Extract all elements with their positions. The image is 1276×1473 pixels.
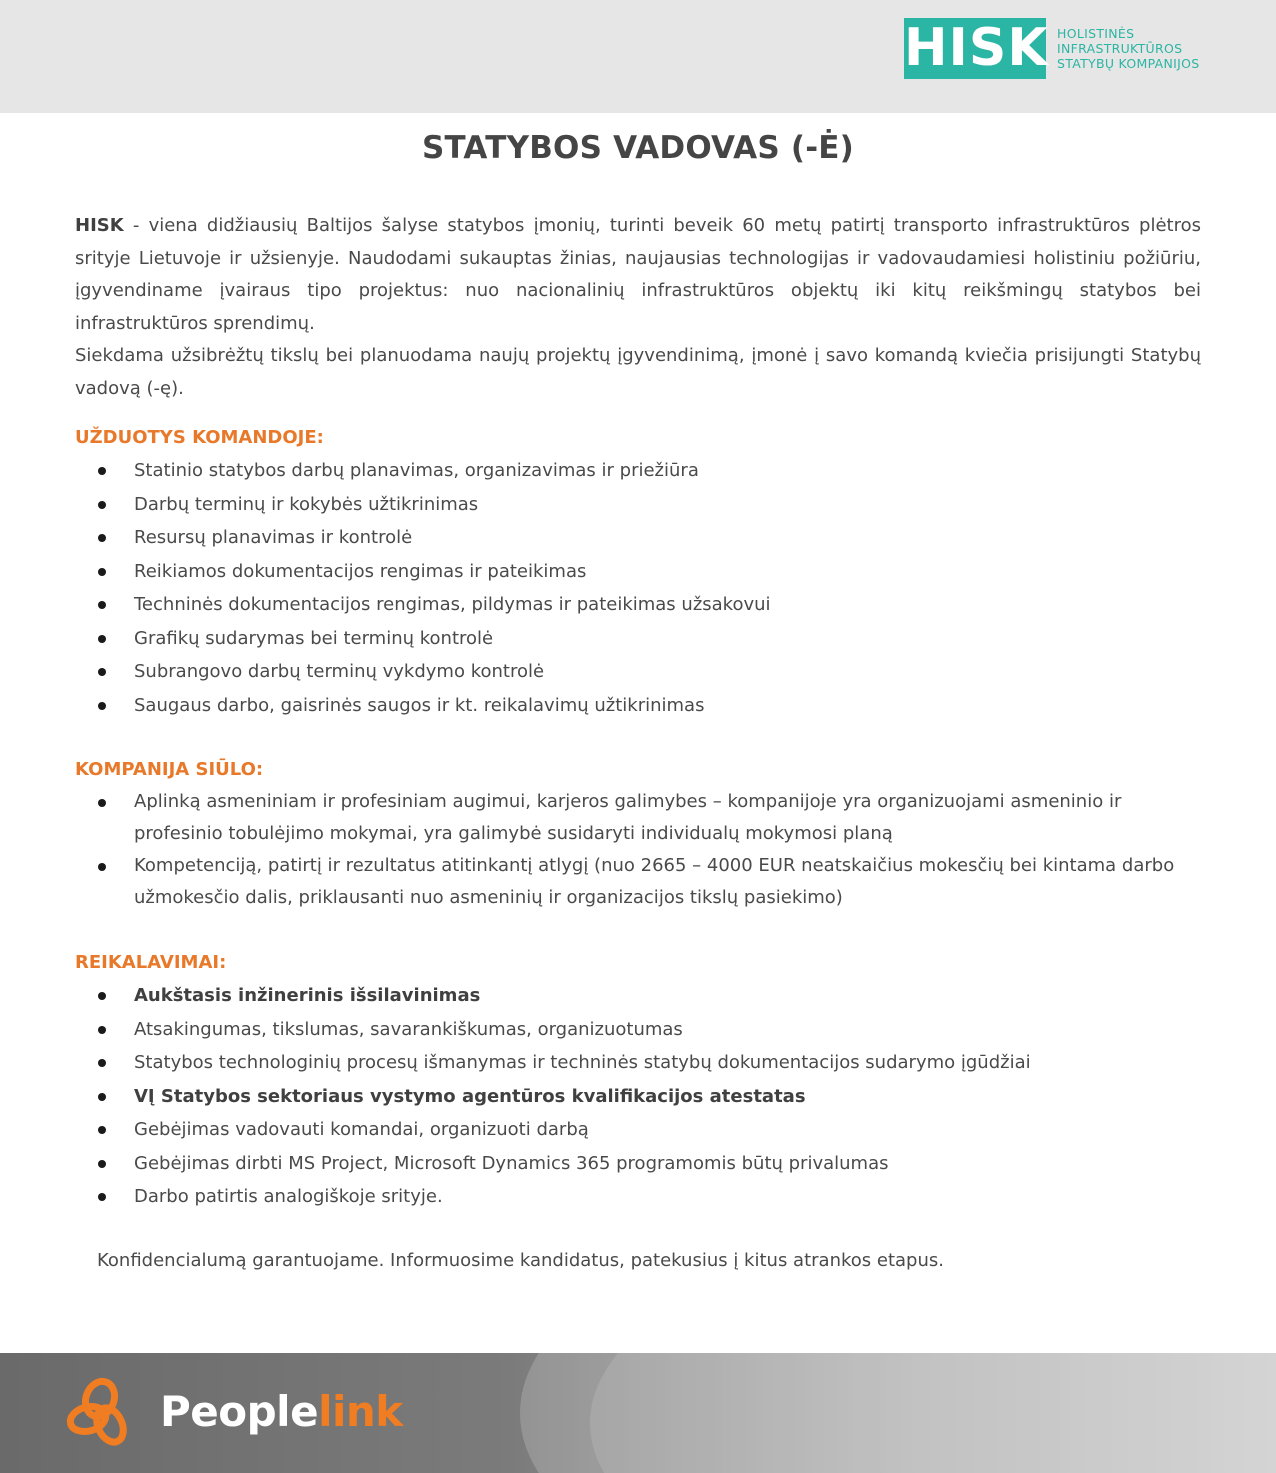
bullet-icon [98,702,106,710]
bullet-icon [98,1160,106,1168]
list-item: VĮ Statybos sektoriaus vystymo agentūros kvalifikacijos atestatas [75,1080,1201,1114]
list-item: Saugaus darbo, gaisrinės saugos ir kt. reikalavimų užtikrinimas [75,689,1201,723]
list-item: Darbų terminų ir kokybės užtikrinimas [75,488,1201,522]
section-title-tasks: UŽDUOTYS KOMANDOJE: [75,427,324,448]
intro-company: HISK [75,215,124,236]
bullet-icon [98,1193,106,1201]
bullet-icon [98,501,106,509]
list-item: Resursų planavimas ir kontrolė [75,521,1201,555]
bullet-icon [98,1126,106,1134]
bullet-icon [98,1059,106,1067]
bullet-icon [98,568,106,576]
list-item: Atsakingumas, tikslumas, savarankiškumas, organizuotumas [75,1013,1201,1047]
list-item: Aukštasis inžinerinis išsilavinimas [75,979,1201,1013]
bullet-icon [98,992,106,1000]
footer [0,1353,1276,1473]
list-item: Darbo patirtis analogiškoje srityje. [75,1180,1201,1214]
closing-note: Konfidencialumą garantuojame. Informuosime kandidatus, patekusius į kitus atrankos etapus. [97,1249,944,1271]
bullet-icon [98,534,106,542]
hisk-tagline-line: HOLISTINĖS [1057,26,1135,41]
hisk-logo [904,18,1199,79]
intro-paragraph [75,210,1201,340]
list-item: Reikiamos dokumentacijos rengimas ir pateikimas [75,555,1201,589]
bullet-icon [98,1026,106,1034]
peoplelink-logo-text: Peoplelink [160,1387,403,1436]
header [0,0,1276,113]
list-item: Gebėjimas dirbti MS Project, Microsoft Dynamics 365 programomis būtų privalumas [75,1147,1201,1181]
hisk-logo-mark: HISK [904,18,1049,78]
page-title: STATYBOS VADOVAS (-Ė) [421,130,855,166]
requirements-list [75,979,1201,1214]
list-item: Kompetenciją, patirtį ir rezultatus atitinkantį atlygį (nuo 2665 – 4000 EUR neatskaičius mokesčių bei kintama darbo užmokesčio dalis, priklausanti nuo asmeninių ir organizacijos tikslų pasiekimo) [75,850,1201,914]
intro-text: - viena didžiausių Baltijos šalyse statybos įmonių, turinti beveik 60 metų patirtį transporto infrastruktūros plėtros srityje Lietuvoje ir užsienyje. Naudodami sukauptas žinias, naujausias technologijas ir vadovaudamiesi holistiniu požiūriu, įgyvendiname įvairaus tipo projektus: nuo nacionalinių infrastruktūros objektų iki kitų reikšmingų statybos bei infrastruktūros sprendimų. [75,215,1201,334]
section-title-offer: KOMPANIJA SIŪLO: [75,759,264,780]
bullet-icon [98,799,106,807]
bullet-icon [98,467,106,475]
bullet-icon [98,863,106,871]
invitation-paragraph: Siekdama užsibrėžtų tikslų bei planuodama naujų projektų įgyvendinimą, įmonė į savo komandą kviečia prisijungti Statybų vadovą (-ę). [75,345,1201,399]
bullet-icon [98,635,106,643]
list-item: Statybos technologinių procesų išmanymas ir techninės statybų dokumentacijos sudarymo įgūdžiai [75,1046,1201,1080]
list-item: Aplinką asmeniniam ir profesiniam augimui, karjeros galimybes – kompanijoje yra organizuojami asmeninio ir profesinio tobulėjimo mokymai, yra galimybė susidaryti individualų mokymosi planą [75,786,1201,850]
list-item: Gebėjimas vadovauti komandai, organizuoti darbą [75,1113,1201,1147]
section-title-requirements: REIKALAVIMAI: [75,952,227,973]
hisk-tagline-line: STATYBŲ KOMPANIJOS [1057,56,1200,71]
hisk-tagline [1057,26,1199,71]
list-item: Grafikų sudarymas bei terminų kontrolė [75,622,1201,656]
bullet-icon [98,601,106,609]
bullet-icon [98,668,106,676]
list-item: Statinio statybos darbų planavimas, organizavimas ir priežiūra [75,454,1201,488]
offer-list [75,786,1201,914]
hisk-tagline-line: INFRASTRUKTŪROS [1057,41,1183,56]
list-item: Techninės dokumentacijos rengimas, pildymas ir pateikimas užsakovui [75,588,1201,622]
list-item: Subrangovo darbų terminų vykdymo kontrolė [75,655,1201,689]
footer-decoration [590,1353,1276,1473]
peoplelink-logo-icon [64,1377,136,1449]
document-body [75,210,1201,1277]
bullet-icon [98,1093,106,1101]
tasks-list [75,454,1201,722]
